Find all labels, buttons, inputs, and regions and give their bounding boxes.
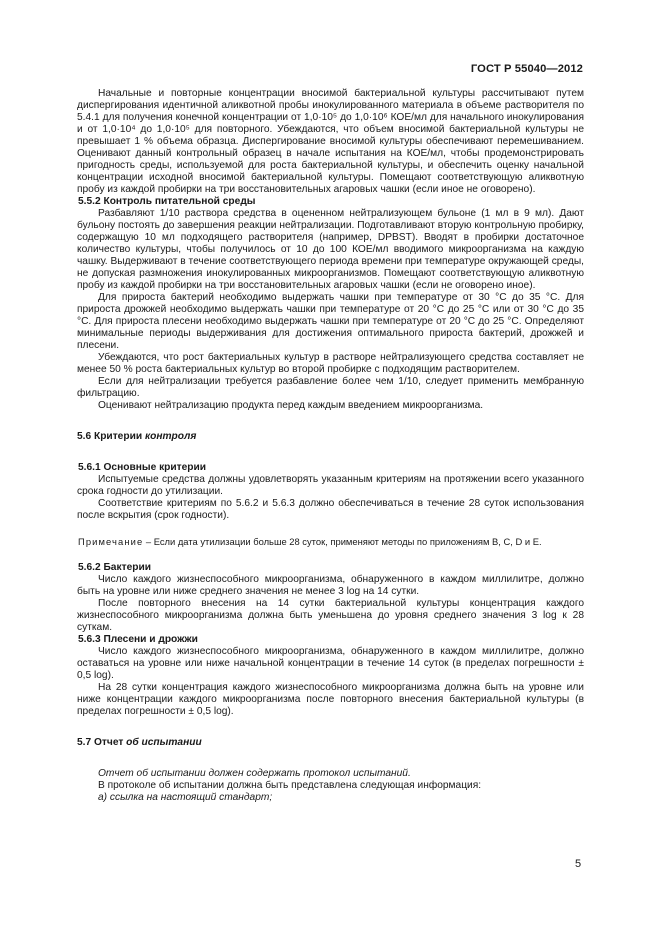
paragraph: Убеждаются, что рост бактериальных культур в растворе нейтрализующего средства составляет не менее 50 % роста бактериальных культур во второй пробирке с подходящим растворителем.: [77, 352, 584, 375]
list-item: а) ссылка на настоящий стандарт;: [98, 792, 273, 803]
paragraph: На 28 сутки концентрация каждого жизнеспособного микроорганизма должна быть на уровне или ниже концентрации каждого микроорганизма после повторного внесения бактериальной культуры (в пределах погрешности ± 0,5 log).: [77, 682, 584, 717]
paragraph: Соответствие критериям по 5.6.2 и 5.6.3 должно обеспечиваться в течение 28 суток использования после вскрытия (срок годности).: [77, 498, 584, 521]
spacer: [77, 443, 584, 462]
heading-italic: об испытании: [126, 737, 202, 748]
paragraph: После повторного внесения на 14 сутки бактериальной культуры концентрация каждого жизнеспособного микроорганизма должна быть уменьшена до уровня среднего значения 3 log к 28 суткам.: [77, 598, 584, 633]
heading-italic: контроля: [144, 431, 197, 442]
section-heading: 5.6.2 Бактерии: [78, 562, 151, 573]
section-heading: [77, 737, 584, 749]
spacer: [77, 749, 584, 768]
heading-number: 5.6 Критерии: [77, 431, 145, 442]
note: [77, 536, 584, 548]
section-heading: 5.6.1 Основные критерии: [78, 462, 207, 473]
section-heading: 5.6.3 Плесени и дрожжи: [78, 634, 198, 645]
paragraph: Число каждого жизнеспособного микроорганизма, обнаруженного в каждом миллилитре, должно быть на уровне или ниже среднего значения не менее 3 log на 14 сутки.: [77, 574, 584, 597]
paragraph: Начальные и повторные концентрации вносимой бактериальной культуры рассчитывают путем диспергирования идентичной аликвотной пробы инокулированного материала в объеме растворителя по 5.4.1 для получения конечной концентрации от 1,0·10⁵ до 1,0·10⁶ КОЕ/мл для начального инокулирования и от 1,0·10⁴ до 1,0·10⁵ для повторного. Убеждаются, что объем вносимой бактериальной культуры не превышает 1 % объема образца. Диспергирование вносимой культуры обеспечивают перемешиванием. Оценивают данный контрольный образец в начале испытания на КОЕ/мл, чтобы продемонстрировать пригодность среды, используемой для роста бактериальной культуры, и обеспечить оценку начальной концентрации исходной вносимой бактериальной культуры. Помещают соответствующую аликвотную пробу из каждой пробирки на три восстановительных агаровых чашки (если иное не оговорено).: [77, 88, 584, 195]
page-number: 5: [575, 858, 582, 870]
spacer: [77, 718, 584, 737]
document-body: [77, 88, 584, 804]
paragraph: Число каждого жизнеспособного микроорганизма, обнаруженного в каждом миллилитре, должно оставаться на уровне или ниже начальной концентрации в течение 14 суток (в пределах погрешности ± 0,5 log).: [77, 646, 584, 681]
paragraph: Если для нейтрализации требуется разбавление более чем 1/10, следует применить мембранную фильтрацию.: [77, 376, 584, 399]
note-text: – Если дата утилизации больше 28 суток, применяют методы по приложениям В, С, D и Е.: [143, 536, 542, 547]
section-heading: 5.5.2 Контроль питательной среды: [78, 196, 256, 207]
spacer: [77, 412, 584, 431]
paragraph: Для прироста бактерий необходимо выдержать чашки при температуре от 30 °С до 35 °С. Для прироста дрожжей необходимо выдержать чашки при температуре от 20 °С до 25 °С или от 30 °С до 35 °С. Для прироста плесени необходимо выдержать чашки при температуре от 20 °С до 25 °С. Определяют минимальные периоды выдерживания для достижения оптимального прироста бактерий, дрожжей и плесени.: [77, 292, 584, 351]
spacer: [77, 548, 584, 562]
note-label: Примечание: [78, 536, 144, 547]
spacer: [77, 522, 584, 536]
heading-number: 5.7 Отчет: [77, 737, 127, 748]
paragraph: Отчет об испытании должен содержать протокол испытаний.: [98, 768, 411, 779]
paragraph: Испытуемые средства должны удовлетворять указанным критериям на протяжении всего указанного срока годности до утилизации.: [77, 474, 584, 497]
paragraph: Разбавляют 1/10 раствора средства в оцененном нейтрализующем бульоне (1 мл в 9 мл). Дают бульону постоять до завершения реакции нейтрализации. Подготавливают вторую контрольную пробирку, содержащую 10 мл подходящего растворителя (например, DPBST). Вводят в пробирки достаточное количество культуры, чтобы получилось от 10 до 100 КОЕ/мл вводимого микроорганизма на каждую чашку. Выдерживают в течение соответствующего периода времени при температуре окружающей среды, не допуская размножения инокулированных микроорганизмов. Помещают соответствующую аликвотную пробу из каждой пробирки на три восстановительных агаровых чашки (если не оговорено иное).: [77, 208, 584, 291]
paragraph: В протоколе об испытании должна быть представлена следующая информация:: [98, 780, 482, 791]
section-heading: [77, 431, 584, 443]
paragraph: Оценивают нейтрализацию продукта перед каждым введением микроорганизма.: [98, 400, 484, 411]
document-id: ГОСТ Р 55040—2012: [470, 63, 583, 75]
